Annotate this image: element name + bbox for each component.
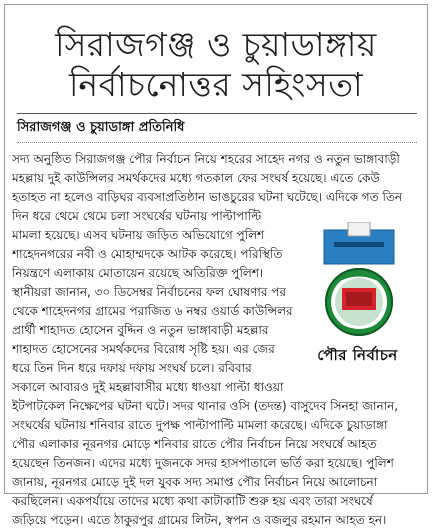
article-line: শাহেদনগরের নবী ও মোহাম্মদকে আটক করেছে। পরিস্থিতি bbox=[12, 247, 283, 261]
article-line: জানায়, নূরনগর মোড়ে দুই দল যুবক সদ্য সমাপ্ত পৌর নির্বাচন নিয়ে আলোচনা bbox=[12, 475, 378, 489]
article-line: মামলা হয়েছে। এসব ঘটনায় জড়িত অভিযোগে পুলিশ bbox=[12, 228, 265, 242]
article-line: শাহাদত হোসেনের সমর্থকদের বিরোধ সৃষ্টি হয়। এর জের bbox=[12, 342, 275, 356]
article-line: জড়িয়ে পড়েন। এতে ঠাকুরপুর গ্রামের লিটন, স্বপন ও বজলুর রহমান আহত হন। bbox=[12, 513, 387, 527]
article-line: স্থানীয়রা জানান, ৩০ ডিসেম্বর নির্বাচনের ফল ঘোষণার পর bbox=[12, 285, 286, 299]
article-line: দিন ধরে থেমে থেমে চলা সংঘর্ষের ঘটনায় পাল্টাপাল্টি bbox=[12, 209, 262, 223]
article-line: ধরে তিন দিন ধরে দফায় দফায় সংঘর্ষ চলে। রবিবার bbox=[12, 361, 252, 375]
article-line: নিয়ন্ত্রণে এলাকায় মোতায়েন রয়েছে অতিরিক্ত পুলিশ। bbox=[12, 266, 264, 280]
headline-line-1: সিরাজগঞ্জ ও চুয়াডাঙ্গায় bbox=[55, 25, 377, 64]
article-line: সকালে আবারও দুই মহল্লাবাসীর মধ্যে ধাওয়া পাল্টা ধাওয়া bbox=[12, 380, 284, 394]
article-line: হয়েছেন তিনজন। এদের মধ্যে দুজনকে সদর হাসপাতালে ভর্তি করা হয়েছে। পুলিশ bbox=[12, 456, 394, 470]
article-body-wrapped bbox=[12, 226, 295, 397]
article-line: মহল্লায় দুই কাউন্সিলর সমর্থকদের মধ্যে গতকাল ফের সংঘর্ষ হয়েছে। এতে কেউ bbox=[12, 171, 380, 185]
article-body-bottom bbox=[12, 397, 417, 530]
article-line: করছিলেন। একপর্যায়ে তাদের মধ্যে কথা কাটাকাটি শুরু হয় এবং তারা সংঘর্ষে bbox=[12, 494, 373, 508]
headline-rule bbox=[17, 113, 417, 114]
byline: সিরাজগঞ্জ ও চুয়াডাঙ্গা প্রতিনিধি bbox=[17, 120, 185, 135]
ballot-box-illustration bbox=[304, 222, 414, 342]
article-line: হতাহত না হলেও বাড়িঘর ব্যবসাপ্রতিষ্ঠান ভাঙচুরের ঘটনা ঘটেছে। এদিকে গত তিন bbox=[12, 190, 403, 204]
article-line: সংঘর্ষের ঘটনায় শনিবার রাতে দুপক্ষ পাল্টাপাল্টি মামলা করেছে। এদিকে চুয়াডাঙ্গা bbox=[12, 418, 388, 432]
article-line: সদ্য অনুষ্ঠিত সিরাজগঞ্জ পৌর নির্বাচন নিয়ে শহরের সাহেদ নগর ও নতুন ভাঙ্গাবাড়ী bbox=[12, 152, 400, 166]
article-line: প্রার্থী শাহাদত হোসেন বুদ্দিন ও নতুন ভাঙ্গাবাড়ী মহল্লার bbox=[12, 323, 269, 337]
sidebox-label: পৌর নির্বাচন bbox=[317, 346, 398, 364]
article-line: থেকে শাহেদনগর গ্রামের পরাজিত ৬ নম্বর ওয়ার্ড কাউন্সিলর bbox=[12, 304, 293, 318]
headline-line-2: নির্বাচনোত্তর সহিংসতা bbox=[68, 65, 364, 104]
election-graphic bbox=[298, 212, 417, 371]
article-line: ইটপাটকেল নিক্ষেপের ঘটনা ঘটে। সদর থানার ওসি (তদন্ত) বাসুদেব সিনহা জানান, bbox=[12, 399, 399, 413]
election-commission-seal-icon bbox=[325, 268, 393, 336]
article-line: পৌর এলাকার নূরনগর মোড়ে শনিবার রাতে পৌর নির্বাচন নিয়ে সংঘর্ষে আহত bbox=[12, 437, 377, 451]
byline-divider bbox=[17, 142, 417, 143]
